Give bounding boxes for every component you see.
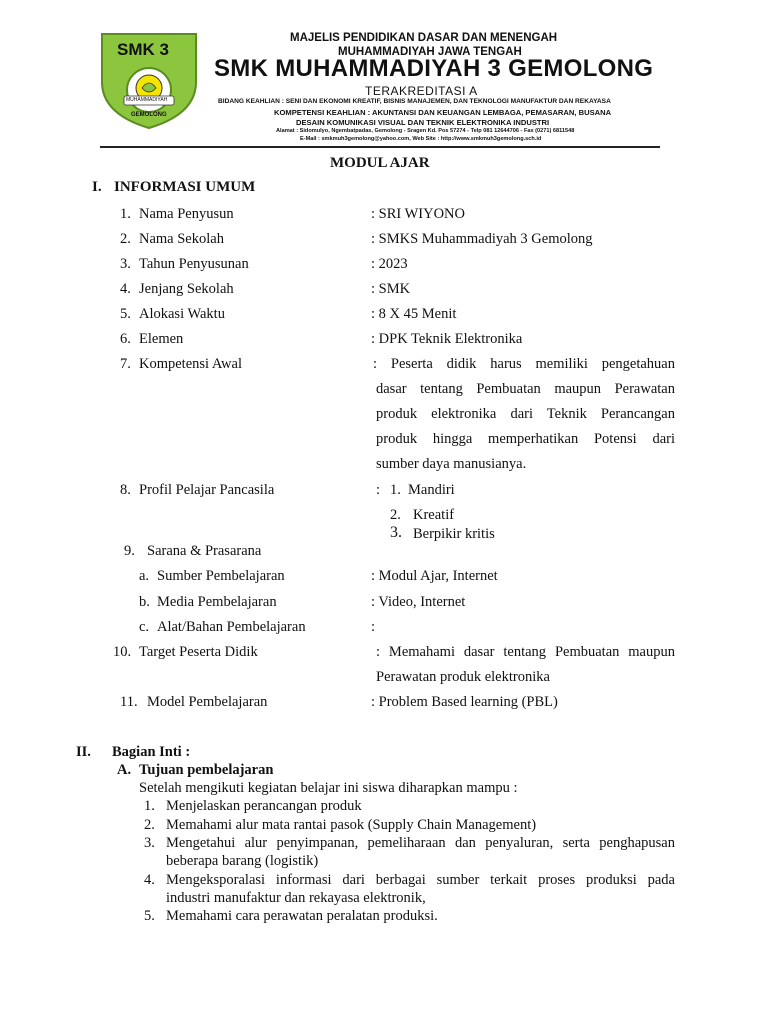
info-label: Alat/Bahan Pembelajaran: [157, 619, 306, 635]
org-line-1: MAJELIS PENDIDIKAN DASAR DAN MENENGAH: [290, 32, 558, 44]
section-1-number: I.: [92, 179, 102, 195]
info-label: Nama Penyusun: [139, 206, 234, 222]
accreditation: TERAKREDITASI A: [365, 84, 478, 98]
info-label: Media Pembelajaran: [157, 594, 277, 610]
section-2-number: II.: [76, 744, 91, 760]
info-value: : SMKS Muhammadiyah 3 Gemolong: [371, 231, 593, 247]
info-label: Nama Sekolah: [139, 231, 224, 247]
kompetensi-keahlian: KOMPETENSI KEAHLIAN : AKUNTANSI DAN KEUANGAN LEMBAGA, PEMASARAN, BUSANA: [274, 108, 612, 117]
info-label: Target Peserta Didik: [139, 644, 258, 660]
info-value: : DPK Teknik Elektronika: [371, 331, 523, 347]
info-value: : SRI WIYONO: [371, 206, 465, 222]
section-2-title: Bagian Inti :: [112, 744, 191, 760]
info-label: Profil Pelajar Pancasila: [139, 482, 275, 498]
email-website: E-Mail : smkmuh3gemolong@yahoo.com, Web Site : http://www.smkmuh3gemolong.sch.id: [300, 136, 542, 142]
info-label: Tahun Penyusunan: [139, 256, 249, 272]
section-1-title: INFORMASI UMUM: [114, 179, 256, 195]
bidang-keahlian: BIDANG KEAHLIAN : SENI DAN EKONOMI KREATIF, BISNIS MANAJEMEN, DAN TEKNOLOGI MANUFAKTUR DAN REKAYASA: [218, 98, 611, 105]
info-value: : 8 X 45 Menit: [371, 306, 457, 322]
info-value: : Modul Ajar, Internet: [371, 568, 498, 584]
info-value: : SMK: [371, 281, 411, 297]
info-value: :: [371, 619, 376, 635]
info-value: : 2023: [371, 256, 408, 272]
logo-text: SMK 3: [117, 40, 169, 59]
kompetensi-keahlian-2: DESAIN KOMUNIKASI VISUAL DAN TEKNIK ELEKTRONIKA INDUSTRI: [296, 118, 550, 127]
info-label: Model Pembelajaran: [147, 694, 268, 710]
info-label: Sarana & Prasarana: [147, 543, 262, 559]
school-name: SMK MUHAMMADIYAH 3 GEMOLONG: [214, 55, 654, 82]
info-label: Jenjang Sekolah: [139, 281, 234, 297]
subsection-title: Tujuan pembelajaran: [139, 762, 274, 778]
info-label: Alokasi Waktu: [139, 306, 225, 322]
subsection-number: A.: [117, 762, 132, 778]
info-label: Elemen: [139, 331, 184, 347]
logo-ribbon: MUHAMMADIYAH: [126, 97, 168, 103]
goals-intro: Setelah mengikuti kegiatan belajar ini siswa diharapkan mampu :: [139, 780, 518, 796]
logo-bottom: GEMOLONG: [131, 112, 167, 118]
info-value: : Video, Internet: [371, 594, 466, 610]
letterhead-divider: [100, 146, 660, 148]
org-line-2: MUHAMMADIYAH JAWA TENGAH: [338, 46, 522, 58]
info-label: Sumber Pembelajaran: [157, 568, 285, 584]
info-label: Kompetensi Awal: [139, 356, 242, 372]
info-value: : Problem Based learning (PBL): [371, 694, 558, 710]
document-title: MODUL AJAR: [330, 155, 430, 171]
address: Alamat : Sidomulyo, Ngembatpadas, Gemolong - Sragen Kd. Pos 57274 - Telp 081 12644706 - Fax (0271) 6811548: [276, 128, 575, 134]
